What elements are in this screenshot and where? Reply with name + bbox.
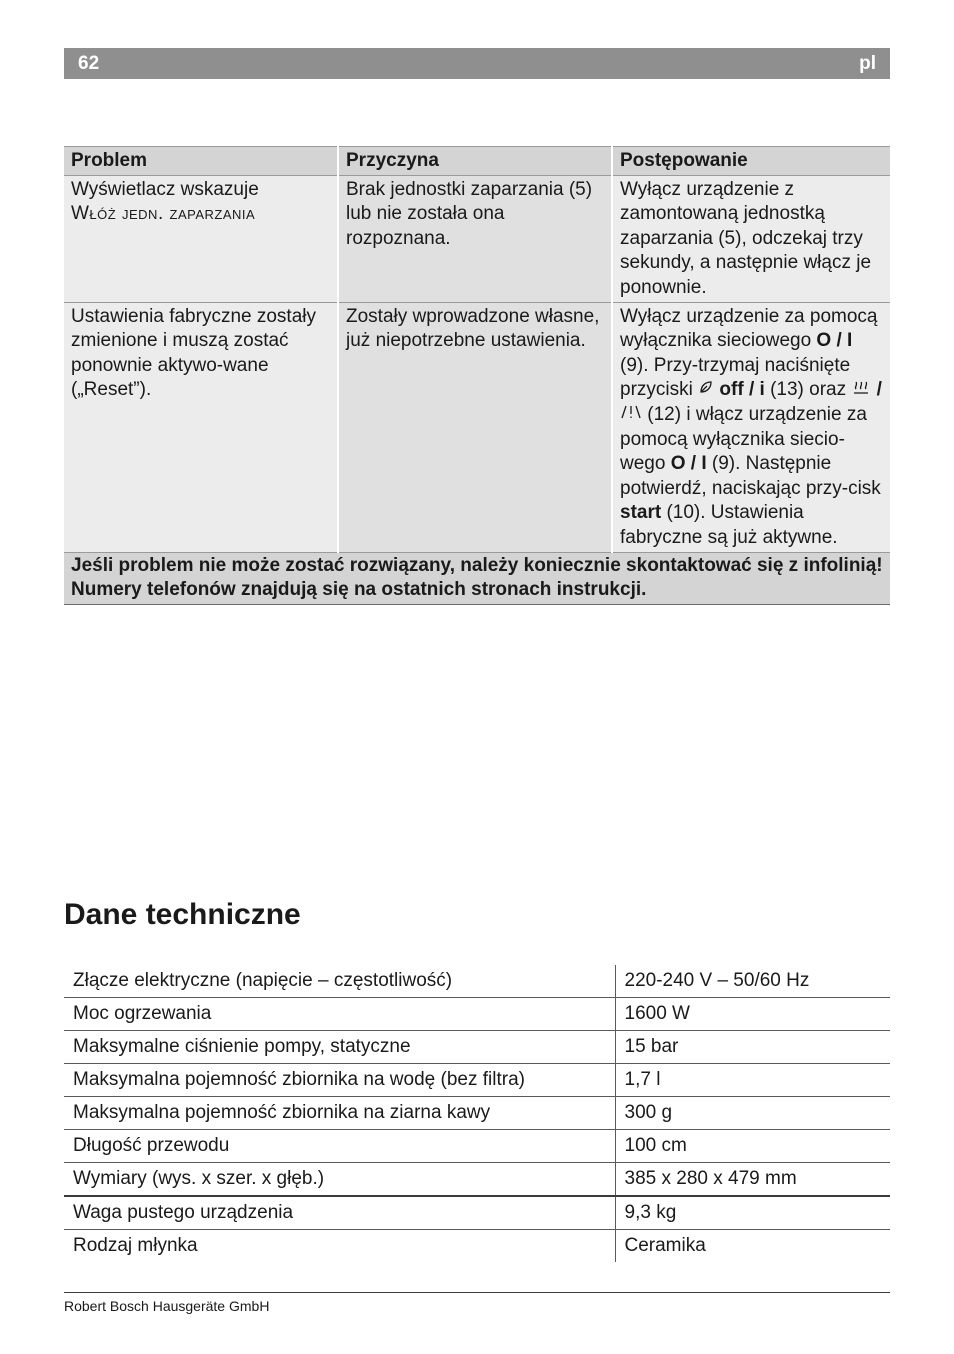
table-row xyxy=(64,965,890,998)
spec-value: 15 bar xyxy=(615,1031,890,1064)
off-button-label: off / i xyxy=(719,379,765,401)
section-title: Dane techniczne xyxy=(64,898,301,931)
action-text: (13) oraz xyxy=(764,379,852,401)
spec-label: Maksymalne ciśnienie pompy, statyczne xyxy=(64,1031,615,1064)
problem-text: Wyświetlacz wskazuje xyxy=(71,178,259,200)
column-header-action: Postępowanie xyxy=(612,147,890,176)
spec-value: 300 g xyxy=(615,1097,890,1130)
table-row xyxy=(64,1064,890,1097)
warning-icon xyxy=(620,405,642,424)
language-code: pl xyxy=(859,52,876,74)
action-text: Wyłącz urządzenie za pomocą wyłącznika sieciowego xyxy=(620,305,878,352)
action-text: (9). Następnie potwierdź, naciskając przy-cisk xyxy=(620,453,881,499)
technical-data-table xyxy=(64,965,890,1262)
table-row xyxy=(64,998,890,1031)
action-cell: Wyłącz urządzenie z zamontowaną jednostką zaparzania (5), odczekaj trzy sekundy, a następnie włącz je ponownie. xyxy=(612,175,890,302)
spec-label: Rodzaj młynka xyxy=(73,1235,198,1256)
spec-value: 1600 W xyxy=(615,998,890,1031)
problem-cell xyxy=(64,175,338,302)
table-row xyxy=(64,1130,890,1163)
spec-label: Maksymalna pojemność zbiornika na wodę (bez filtra) xyxy=(64,1064,615,1097)
spec-label: Maksymalna pojemność zbiornika na ziarna kawy xyxy=(64,1097,615,1130)
spec-label: Moc ogrzewania xyxy=(64,998,615,1031)
column-header-problem: Problem xyxy=(64,147,338,176)
troubleshooting-table xyxy=(64,146,890,605)
table-row xyxy=(64,175,890,302)
table-row xyxy=(64,1230,890,1263)
steam-icon xyxy=(851,380,871,399)
table-row xyxy=(64,1097,890,1130)
spec-value: 100 cm xyxy=(615,1130,890,1163)
power-switch-label: O / I xyxy=(816,330,853,352)
page-header-bar xyxy=(64,48,890,79)
spec-label: Złącze elektryczne (napięcie – częstotliwość) xyxy=(64,965,615,998)
spec-label: Waga pustego urządzenia xyxy=(64,1196,615,1230)
cause-cell: Zostały wprowadzone własne, już niepotrzebne ustawienia. xyxy=(338,302,612,552)
leaf-power-icon xyxy=(698,380,714,399)
action-text: (12) i włącz urządzenie za pomocą wyłącznika siecio-wego xyxy=(620,403,867,475)
spec-value: 9,3 kg xyxy=(615,1196,890,1230)
table-header-row xyxy=(64,147,890,176)
spec-value: 220-240 V – 50/60 Hz xyxy=(615,965,890,998)
table-row xyxy=(64,1031,890,1064)
page-number: 62 xyxy=(78,52,100,74)
spec-value: 1,7 l xyxy=(615,1064,890,1097)
spec-value: Ceramika xyxy=(615,1230,890,1263)
spec-label: Wymiary (wys. x szer. x głęb.) xyxy=(64,1163,615,1197)
table-row xyxy=(64,1196,890,1230)
action-cell: Wyłącz urządzenie za pomocą wyłącznika sieciowego O / I (9). Przy-trzymaj naciśnięte przyciski off / i (13) oraz / (12) i włącz urządzenie za pomocą wyłącznika siecio-wego O / I (9). Następnie potwierdź, naciskając przy-cisk start (10). Ustawienia fabryczne są już aktywne. xyxy=(612,302,890,552)
action-text: (10). Ustawienia fabryczne są już aktywne. xyxy=(620,502,838,548)
power-switch-label: O / I xyxy=(670,453,707,475)
problem-cell: Ustawienia fabryczne zostały zmienione i muszą zostać ponownie aktywo-wane („Reset”). xyxy=(64,302,338,552)
table-row xyxy=(64,302,890,552)
spec-label: Długość przewodu xyxy=(64,1130,615,1163)
table-row xyxy=(64,1163,890,1197)
column-header-cause: Przyczyna xyxy=(338,147,612,176)
spec-value: 385 x 280 x 479 mm xyxy=(615,1163,890,1197)
start-button-label: start xyxy=(620,502,662,524)
footer-divider xyxy=(64,1292,890,1293)
action-text: (9). Przy-trzymaj naciśnięte przyciski xyxy=(620,354,851,401)
hotline-note: Jeśli problem nie może zostać rozwiązany, należy koniecznie skontaktować się z infolinią! Numery telefonów znajdują się na ostatnich stronach instrukcji. xyxy=(64,552,890,604)
footer-company: Robert Bosch Hausgeräte GmbH xyxy=(64,1298,270,1314)
cause-cell: Brak jednostki zaparzania (5) lub nie została ona rozpoznana. xyxy=(338,175,612,302)
note-row xyxy=(64,552,890,604)
display-message: Włóż jedn. zaparzania xyxy=(71,203,256,225)
